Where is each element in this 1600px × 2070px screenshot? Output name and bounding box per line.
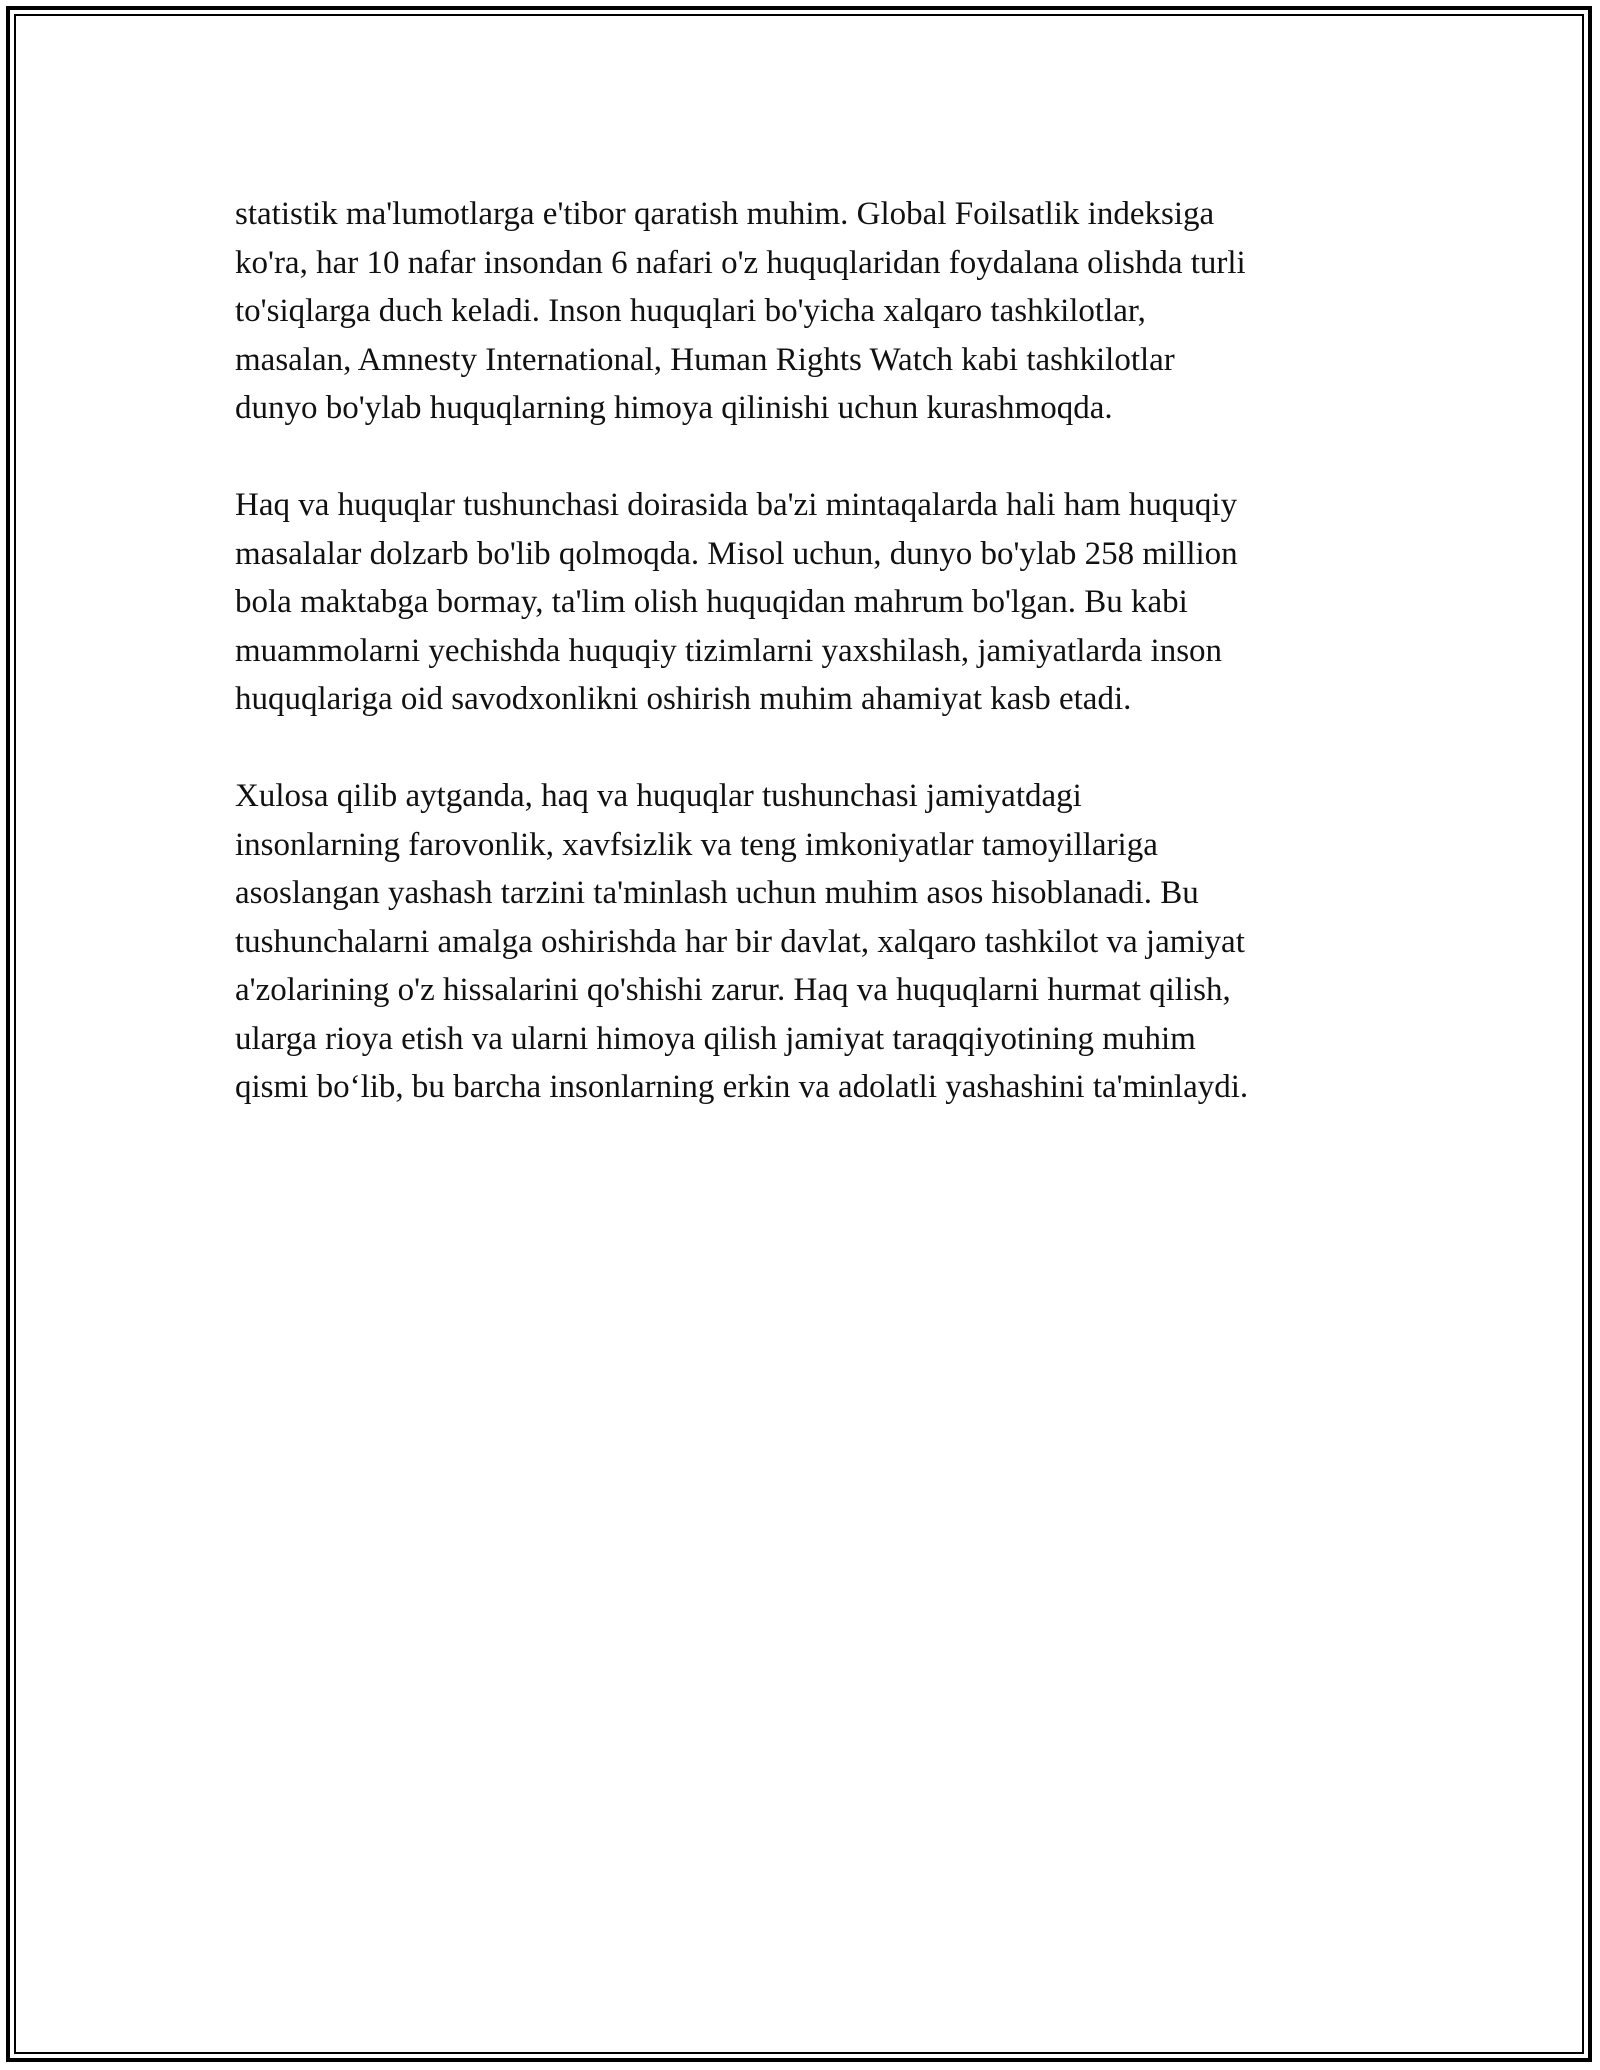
text-line: ularga rioya etish va ularni himoya qilish jamiyat taraqqiyotining muhim — [235, 1020, 1196, 1057]
text-line: statistik ma'lumotlarga e'tibor qaratish muhim. Global Foilsatlik indeksiga — [235, 196, 1215, 232]
text-line: a'zolarining o'z hissalarini qo'shishi zarur. Haq va huquqlarni hurmat qilish, — [235, 972, 1231, 1008]
text-line: tushunchalarni amalga oshirishda har bir davlat, xalqaro tashkilot va jamiyat — [235, 923, 1245, 960]
document-body — [235, 190, 1415, 1160]
paragraph-3 — [235, 772, 1415, 1112]
text-line: qismi bo‘lib, bu barcha insonlarning erkin va adolatli yashashini ta'minlaydi. — [235, 1069, 1249, 1105]
text-line: insonlarning farovonlik, xavfsizlik va teng imkoniyatlar tamoyillariga — [235, 826, 1158, 863]
text-line: masalan, Amnesty International, Human Rights Watch kabi tashkilotlar — [235, 341, 1175, 378]
paragraph-1 — [235, 190, 1415, 433]
text-line: asoslangan yashash tarzini ta'minlash uchun muhim asos hisoblanadi. Bu — [235, 875, 1199, 911]
paragraph-2 — [235, 481, 1415, 724]
text-line: huquqlariga oid savodxonlikni oshirish muhim ahamiyat kasb etadi. — [235, 681, 1132, 717]
text-line: masalalar dolzarb bo'lib qolmoqda. Misol uchun, dunyo bo'ylab 258 million — [235, 535, 1238, 572]
text-line: muammolarni yechishda huquqiy tizimlarni yaxshilash, jamiyatlarda inson — [235, 632, 1223, 669]
text-line: Haq va huquqlar tushunchasi doirasida ba'zi mintaqalarda hali ham huquqiy — [235, 487, 1238, 523]
text-line: ko'ra, har 10 nafar insondan 6 nafari o'z huquqlaridan foydalana olishda turli — [235, 244, 1246, 281]
text-line: Xulosa qilib aytganda, haq va huquqlar tushunchasi jamiyatdagi — [235, 778, 1082, 814]
text-line: dunyo bo'ylab huquqlarning himoya qilinishi uchun kurashmoqda. — [235, 390, 1113, 426]
text-line: to'siqlarga duch keladi. Inson huquqlari bo'yicha xalqaro tashkilotlar, — [235, 293, 1146, 329]
text-line: bola maktabga bormay, ta'lim olish huquqidan mahrum bo'lgan. Bu kabi — [235, 584, 1188, 620]
